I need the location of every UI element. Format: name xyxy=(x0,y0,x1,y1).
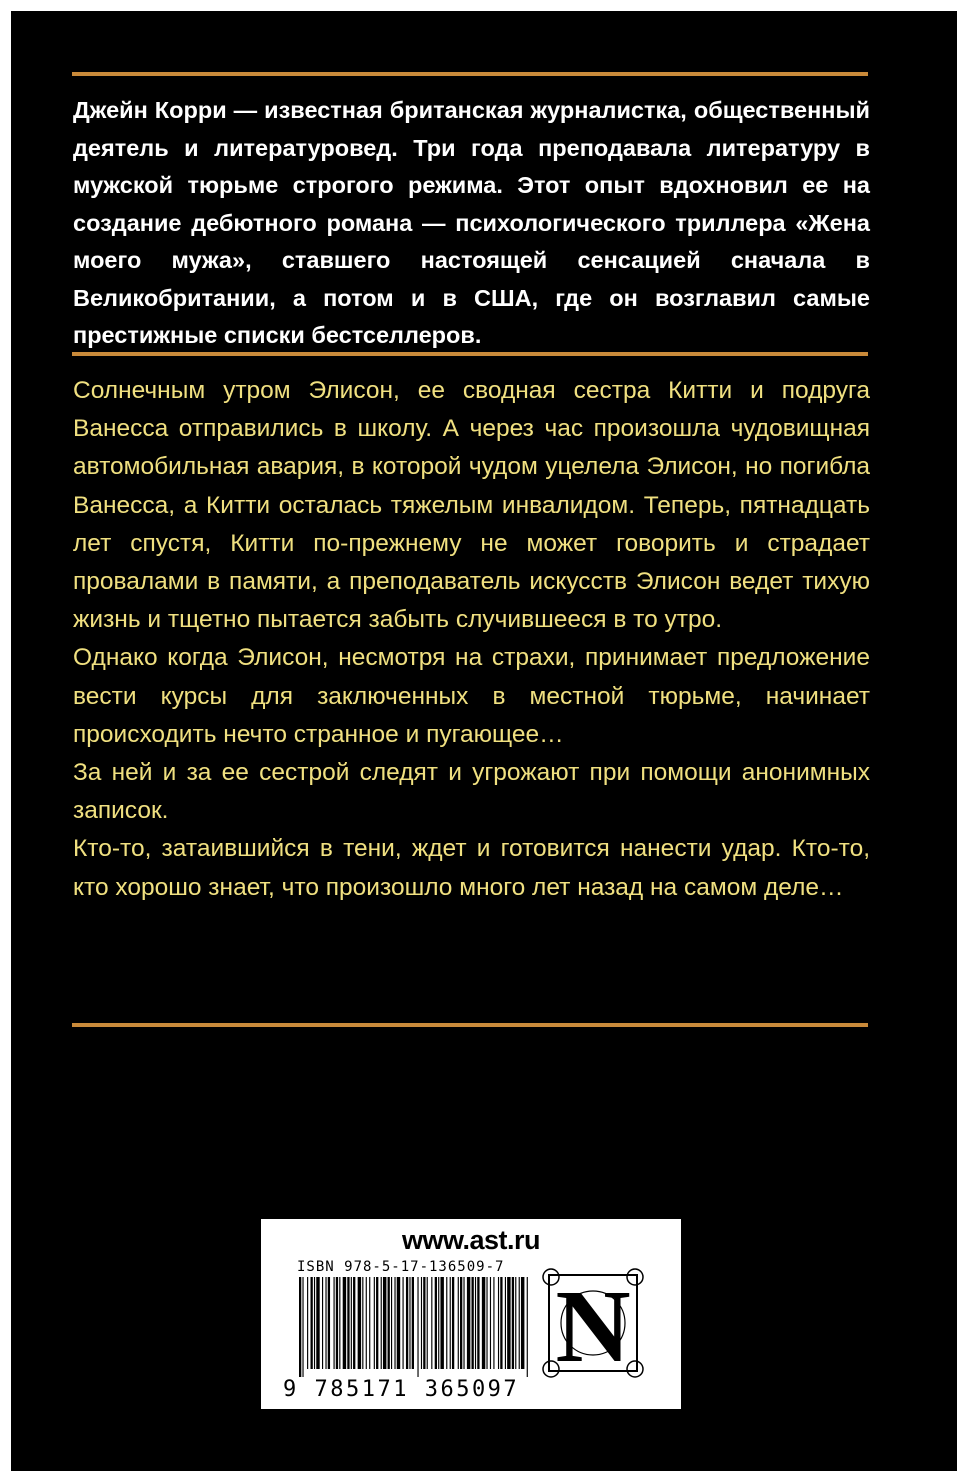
barcode-bar xyxy=(397,1277,400,1369)
barcode-bar xyxy=(460,1277,462,1369)
barcode-bar xyxy=(477,1277,479,1369)
barcode-bar xyxy=(334,1277,335,1369)
barcode-bar xyxy=(450,1277,451,1369)
barcode-bar xyxy=(328,1277,330,1369)
barcode-bar xyxy=(467,1277,470,1369)
middle-divider xyxy=(72,352,868,356)
barcode-bar xyxy=(343,1277,346,1369)
barcode-bar xyxy=(383,1277,386,1369)
barcode-bar xyxy=(412,1277,414,1369)
barcode-bar xyxy=(512,1277,514,1369)
barcode-bar xyxy=(339,1277,340,1369)
barcode-bar xyxy=(351,1277,352,1369)
barcode-bar xyxy=(440,1277,443,1369)
barcode-bar xyxy=(406,1277,408,1369)
barcode-bar xyxy=(482,1277,485,1369)
barcode-bar xyxy=(322,1277,323,1369)
publisher-website: www.ast.ru xyxy=(401,1225,541,1255)
barcode-bar xyxy=(472,1277,474,1369)
barcode-bar xyxy=(311,1277,313,1369)
barcode-bar xyxy=(391,1277,392,1369)
top-divider xyxy=(72,72,868,76)
annotation-paragraph: Однако когда Элисон, несмотря на страхи, принимает предложение вести курсы для заключенных в местной тюрьме, начинает происходить нечто странное и пугающее… xyxy=(73,644,870,748)
barcode-bar xyxy=(500,1277,502,1369)
barcode-bar xyxy=(314,1277,315,1369)
barcode-bar xyxy=(493,1277,494,1369)
publisher-logo-icon xyxy=(541,1267,645,1379)
barcode-bar xyxy=(374,1277,375,1369)
barcode-bar xyxy=(336,1277,338,1369)
annotation-paragraph: Кто-то, затаившийся в тени, ждет и готовится нанести удар. Кто-то, кто хорошо знает, что произошло много лет назад на самом деле… xyxy=(73,835,870,901)
barcode-bar xyxy=(316,1277,319,1369)
barcode-bar xyxy=(427,1277,428,1369)
barcode-bar xyxy=(376,1277,378,1369)
logo-letter: N xyxy=(555,1269,631,1379)
barcode-bar xyxy=(403,1277,404,1369)
annotation-paragraph: За ней и за ее сестрой следят и угрожают при помощи анонимных записок. xyxy=(73,759,870,825)
isbn-label: ISBN 978-5-17-136509-7 xyxy=(297,1259,505,1275)
barcode-bar xyxy=(435,1277,437,1369)
barcode-bar xyxy=(458,1277,459,1369)
barcode-bar xyxy=(490,1277,491,1369)
barcode-bar xyxy=(446,1277,447,1369)
barcode-bar xyxy=(388,1277,390,1369)
annotation-paragraph: Солнечным утром Элисон, ее сводная сестра Китти и подруга Ванесса отправились в школу. А через час произошла чудовищная автомобильная авария, в которой чудом уцелела Элисон, но погибла Ванесса, а Китти осталась тяжелым инвалидом. Теперь, пятнадцать лет спустя, Китти по-прежнему не может говорить и страдает провалами в памяти, а преподаватель искусств Элисон ведет тихую жизнь и тщетно пытается забыть случившееся в то утро. xyxy=(73,377,870,634)
barcode-bar xyxy=(521,1277,524,1369)
barcode-bar xyxy=(438,1277,439,1369)
barcode-bar xyxy=(498,1277,499,1369)
barcode-bar xyxy=(409,1277,410,1369)
barcode-bar xyxy=(366,1277,367,1369)
barcode-bar xyxy=(369,1277,370,1369)
barcode-bar xyxy=(519,1277,520,1369)
barcode-bar xyxy=(431,1277,432,1369)
barcode-bar xyxy=(505,1277,506,1369)
barcode-bar xyxy=(362,1277,363,1369)
barcode-bar xyxy=(423,1277,425,1369)
barcode-bar xyxy=(421,1277,422,1369)
barcode-bar xyxy=(325,1277,326,1369)
publisher-info-box xyxy=(261,1219,681,1409)
bottom-divider xyxy=(72,1023,868,1027)
book-annotation xyxy=(73,372,870,907)
barcode-bar xyxy=(486,1277,487,1369)
author-bio: Джейн Корри — известная британская журналистка, общественный деятель и литературовед. Три года преподавала литературу в мужской тюрьме строгого режима. Этот опыт вдохновил ее на создание дебютного романа — психологического триллера «Жена моего мужа», ставшего настоящей сенсацией сначала в Великобритании, а потом и в США, где он возглавил самые престижные списки бестселлеров. xyxy=(73,97,870,348)
barcode-bar xyxy=(527,1277,528,1377)
barcode-bar xyxy=(452,1277,454,1369)
barcode xyxy=(297,1277,533,1377)
barcode-bar xyxy=(353,1277,355,1369)
barcode-bar xyxy=(394,1277,395,1369)
barcode-bar xyxy=(515,1277,516,1369)
barcode-bar xyxy=(507,1277,510,1369)
barcode-bar xyxy=(358,1277,361,1369)
barcode-bar xyxy=(299,1277,301,1377)
barcode-bar xyxy=(475,1277,476,1369)
barcode-bar xyxy=(302,1277,303,1377)
barcode-bar xyxy=(381,1277,382,1369)
barcode-bar xyxy=(463,1277,464,1369)
barcode-bar xyxy=(417,1277,418,1377)
ean-number: 9 785171 365097 xyxy=(283,1377,520,1402)
barcode-bar xyxy=(307,1277,308,1369)
barcode-bar xyxy=(347,1277,349,1369)
